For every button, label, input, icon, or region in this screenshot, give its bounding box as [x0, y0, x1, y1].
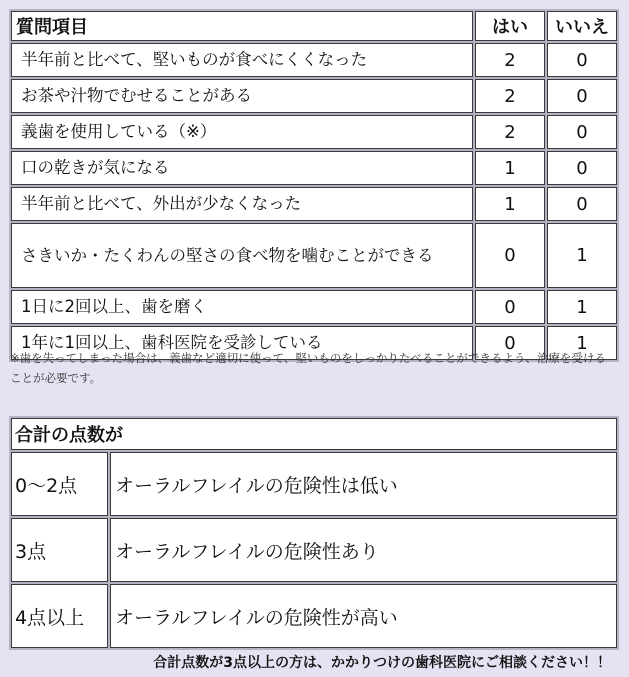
table-row [11, 115, 617, 149]
consultation-advice: 合計点数が3点以上の方は、かかりつけの歯科医院にご相談ください！！ [153, 655, 611, 671]
risk-level: オーラルフレイルの危険性あり [110, 518, 617, 582]
yes-score: 1 [475, 187, 545, 221]
question-text: 半年前と比べて、堅いものが食べにくくなった [11, 43, 473, 77]
table-row [11, 187, 617, 221]
score-header-row [11, 418, 617, 450]
no-score: 1 [547, 223, 617, 288]
no-score: 0 [547, 43, 617, 77]
risk-level: オーラルフレイルの危険性が高い [110, 584, 617, 648]
yes-score: 2 [475, 79, 545, 113]
score-row [11, 584, 617, 648]
question-text: 半年前と比べて、外出が少なくなった [11, 187, 473, 221]
question-text: 1日に2回以上、歯を磨く [11, 290, 473, 324]
no-score: 0 [547, 151, 617, 185]
denture-note: ※歯を失ってしまった場合は、義歯など適切に使って、堅いものをしっかりたべることができるよう、治療を受けることが必要です。 [10, 351, 606, 385]
question-text: 1年に1回以上、歯科医院を受診している [11, 326, 473, 360]
yes-score: 0 [475, 223, 545, 288]
no-score: 0 [547, 187, 617, 221]
no-score: 1 [547, 290, 617, 324]
yes-score: 2 [475, 115, 545, 149]
no-score: 1 [547, 326, 617, 360]
table-row [11, 290, 617, 324]
no-score: 0 [547, 79, 617, 113]
question-text: 口の乾きが気になる [11, 151, 473, 185]
question-text: さきいか・たくわんの堅さの食べ物を噛むことができる [11, 223, 473, 288]
table-row [11, 43, 617, 77]
column-header-item: 質問項目 [11, 11, 473, 41]
column-header-no: いいえ [547, 11, 617, 41]
table-row [11, 151, 617, 185]
table-header-row [11, 11, 617, 41]
score-table-title: 合計の点数が [11, 418, 617, 450]
yes-score: 0 [475, 290, 545, 324]
column-header-yes: はい [475, 11, 545, 41]
score-range: 3点 [11, 518, 108, 582]
yes-score: 0 [475, 326, 545, 360]
risk-level: オーラルフレイルの危険性は低い [110, 452, 617, 516]
question-text: 義歯を使用している（※） [11, 115, 473, 149]
score-range: 0〜2点 [11, 452, 108, 516]
questionnaire-table [9, 9, 619, 362]
score-row [11, 452, 617, 516]
table-row [11, 79, 617, 113]
score-table [9, 416, 619, 650]
yes-score: 2 [475, 43, 545, 77]
score-row [11, 518, 617, 582]
question-text: お茶や汁物でむせることがある [11, 79, 473, 113]
table-row [11, 223, 617, 288]
yes-score: 1 [475, 151, 545, 185]
score-range: 4点以上 [11, 584, 108, 648]
no-score: 0 [547, 115, 617, 149]
